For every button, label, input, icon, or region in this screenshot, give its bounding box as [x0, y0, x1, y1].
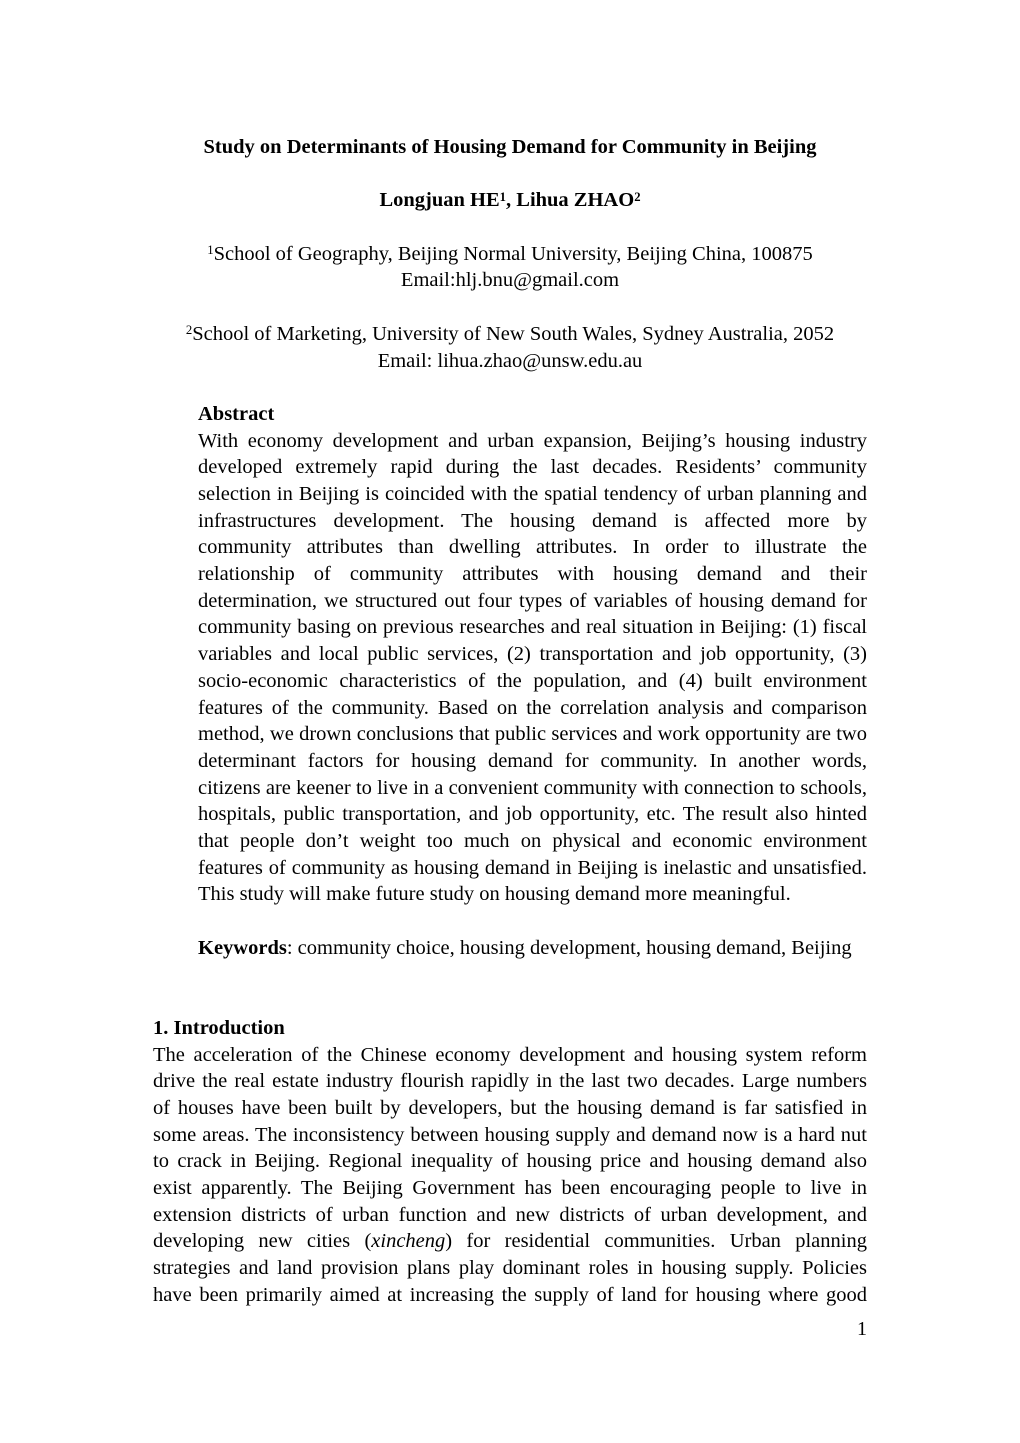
paper-title: Study on Determinants of Housing Demand for Community in Beijing — [203, 136, 817, 158]
text-line: developed extremely rapid during the last decades. Residents’ community — [198, 456, 867, 479]
text-line: citizens are keener to live in a convenient community with connection to schools, — [198, 776, 867, 799]
superscript: 2 — [634, 189, 641, 204]
affiliation-1-line — [153, 241, 867, 268]
abstract-heading: Abstract — [198, 402, 275, 425]
text-segment: , Lihua ZHAO — [506, 189, 635, 212]
text-line: relationship of community attributes with housing demand and their — [198, 563, 867, 586]
text-line: community basing on previous researches and real situation in Beijing: (1) fiscal — [198, 616, 867, 639]
text-line: exist apparently. The Beijing Government has been encouraging people to live in — [153, 1176, 867, 1199]
text-line: drive the real estate industry flourish rapidly in the last two decades. Large numbers — [153, 1070, 867, 1093]
superscript: 1 — [499, 189, 507, 204]
text-line — [153, 1228, 867, 1255]
introduction-paragraph — [153, 1042, 867, 1309]
text-line: features of the community. Based on the correlation analysis and comparison — [198, 696, 867, 719]
abstract-section — [153, 401, 867, 961]
superscript: 1 — [207, 243, 214, 258]
text-segment: Keywords — [198, 936, 287, 959]
text-line: variables and local public services, (2) transportation and job opportunity, (3) — [198, 643, 867, 666]
text-line: socio-economic characteristics of the population, and (4) built environment — [198, 669, 867, 692]
page-number: 1 — [857, 1318, 867, 1340]
text-line: With economy development and urban expansion, Beijing’s housing industry — [198, 429, 867, 452]
text-segment: developing new cities ( — [153, 1230, 372, 1253]
affiliation-2-email: Email: lihua.zhao@unsw.edu.au — [377, 349, 643, 372]
affiliation-1-email: Email:hlj.bnu@gmail.com — [400, 269, 620, 292]
affiliation-2-line — [153, 321, 867, 348]
text-line: extension districts of urban function and new districts of urban development, and — [153, 1203, 867, 1226]
text-line: features of community as housing demand in Beijing is inelastic and unsatisfied. — [198, 856, 867, 879]
text-segment: School of Geography, Beijing Normal University, Beijing China, 100875 — [213, 242, 813, 265]
affiliation-2 — [153, 321, 867, 374]
text-line: to crack in Beijing. Regional inequality of housing price and housing demand also — [153, 1150, 867, 1173]
text-segment: Longjuan HE — [379, 189, 500, 212]
text-line: some areas. The inconsistency between housing supply and demand now is a hard nut — [153, 1123, 867, 1146]
text-line: strategies and land provision plans play dominant roles in housing supply. Policies — [153, 1257, 867, 1280]
text-line: have been primarily aimed at increasing the supply of land for housing where good — [153, 1283, 867, 1306]
affiliation-1 — [153, 241, 867, 294]
text-line: of houses have been built by developers, but the housing demand is far satisfied in — [153, 1096, 867, 1119]
text-line: community attributes than dwelling attributes. In order to illustrate the — [198, 536, 867, 559]
text-line: method, we drown conclusions that public services and work opportunity are two — [198, 723, 867, 746]
superscript: 2 — [185, 323, 193, 338]
page-content — [153, 134, 867, 1308]
text-line: This study will make future study on housing demand more meaningful. — [198, 883, 791, 906]
text-line: that people don’t weight too much on physical and economic environment — [198, 829, 867, 852]
text-line: selection in Beijing is coincided with the spatial tendency of urban planning and — [198, 483, 867, 506]
text-line: determination, we structured out four types of variables of housing demand for — [198, 589, 867, 612]
text-segment: : community choice, housing development, housing demand, Beijing — [286, 936, 852, 959]
text-line: The acceleration of the Chinese economy development and housing system reform — [153, 1043, 867, 1066]
text-segment: xincheng — [371, 1230, 446, 1253]
keywords-line — [198, 935, 867, 962]
text-segment: School of Marketing, University of New South Wales, Sydney Australia, 2052 — [192, 322, 835, 345]
text-line: determinant factors for housing demand for community. In another words, — [198, 749, 867, 772]
text-segment: ) for residential communities. Urban planning — [445, 1230, 867, 1253]
text-line: hospitals, public transportation, and job opportunity, etc. The result also hinted — [198, 803, 867, 826]
introduction-heading: 1. Introduction — [153, 1016, 285, 1039]
text-line: infrastructures development. The housing demand is affected more by — [198, 509, 867, 532]
abstract-paragraph — [198, 428, 867, 908]
authors-line — [153, 187, 867, 214]
